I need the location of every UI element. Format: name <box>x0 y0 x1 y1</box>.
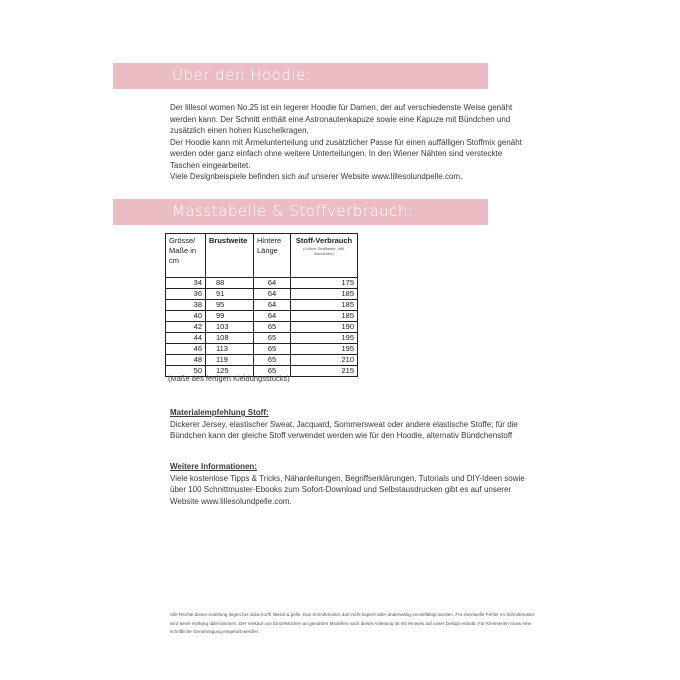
table-cell: 48 <box>166 355 206 366</box>
table-cell: 113 <box>206 344 254 355</box>
header-chest: Brustweite <box>206 234 254 278</box>
info-text: Viele kostenlose Tipps & Tricks, Nähanleitungen, Begriffserklärungen, Tutorials und DIY-Ideen sowie über 100 Schnittmuster-Ebooks zum Sofort-Download und Selbstausdrucken gibt es auf unserer Website www.lillesolundpelle.com. <box>170 473 525 506</box>
header-fabric-note: (140cm Stoffbreite, inkl. Bündchen) <box>303 246 345 256</box>
header-back-length: Hintere Länge <box>254 234 291 278</box>
table-row <box>166 344 358 355</box>
table-cell: 195 <box>291 333 358 344</box>
table-row <box>166 300 358 311</box>
table-row <box>166 322 358 333</box>
intro-text <box>170 102 530 183</box>
header-size: Grösse/ Maße in cm <box>166 234 206 278</box>
table-cell: 44 <box>166 333 206 344</box>
table-cell: 64 <box>254 311 291 322</box>
table-cell: 88 <box>206 278 254 289</box>
table-row <box>166 278 358 289</box>
table-cell: 103 <box>206 322 254 333</box>
table-cell: 42 <box>166 322 206 333</box>
table-cell: 65 <box>254 322 291 333</box>
size-table <box>165 233 358 377</box>
table-cell: 215 <box>291 366 358 377</box>
copyright-footer: Alle Rechte dieser Anleitung liegen bei Julia Korff/ lillesol & pelle. Das Schnittmuster darf nicht kopiert oder anderweitig vervielfältigt werden. Für eventuelle Fehler im Schnittmuster wird keine Haftung übernommen. Der Verkauf von Einzelstücken an genähten Modellen nach dieser Anleitung ist mit Hinweis auf unser Design erlaubt. Für Kleinserien muss eine schriftliche Genehmigung eingeholt werden. <box>170 612 535 634</box>
table-cell: 210 <box>291 355 358 366</box>
table-cell: 50 <box>166 366 206 377</box>
table-cell: 34 <box>166 278 206 289</box>
info-section <box>170 461 530 507</box>
info-heading: Weitere Informationen: <box>170 462 257 471</box>
table-cell: 95 <box>206 300 254 311</box>
table-cell: 64 <box>254 278 291 289</box>
table-cell: 46 <box>166 344 206 355</box>
table-row <box>166 355 358 366</box>
table-cell: 65 <box>254 344 291 355</box>
table-note: (Maße des fertigen Kleidungsstücks) <box>168 374 290 383</box>
table-row <box>166 333 358 344</box>
table-row <box>166 289 358 300</box>
table-cell: 185 <box>291 311 358 322</box>
intro-paragraph: Viele Designbeispiele befinden sich auf unserer Website www.lillesolundpelle.com. <box>170 172 463 181</box>
table-cell: 65 <box>254 366 291 377</box>
intro-paragraph: Der lillesol women No.25 ist ein legerer Hoodie für Damen, der auf verschiedenste Weise genäht werden kann. Der Schnitt enthält eine Astronautenkapuze sowie eine Kapuze mit Bündchen und zusätzlich einen hohen Kuschelkragen. <box>170 103 513 135</box>
table-cell: 36 <box>166 289 206 300</box>
table-cell: 190 <box>291 322 358 333</box>
size-table-header <box>166 234 358 278</box>
table-cell: 185 <box>291 300 358 311</box>
material-section <box>170 407 530 442</box>
table-cell: 91 <box>206 289 254 300</box>
material-heading: Materialempfehlung Stoff: <box>170 408 269 417</box>
table-cell: 65 <box>254 355 291 366</box>
table-cell: 99 <box>206 311 254 322</box>
intro-paragraph: Der Hoodie kann mit Ärmelunterteilung und zusätzlicher Passe für einen auffälligen Stoffmix genäht werden oder ganz einfach ohne weitere Unterteilungen. In den Wiener Nähten sind versteckte Taschen eingearbeitet. <box>170 137 522 170</box>
table-cell: 175 <box>291 278 358 289</box>
table-cell: 64 <box>254 289 291 300</box>
header-fabric-label: Stoff-Verbrauch <box>295 236 353 245</box>
table-cell: 119 <box>206 355 254 366</box>
table-cell: 40 <box>166 311 206 322</box>
section-title: Über den Hoodie: <box>172 66 312 84</box>
material-text: Dickerer Jersey, elastischer Sweat, Jacquard, Sommersweat oder andere elastische Stoffe; für die Bündchen kann der gleiche Stoff verwendet werden wie für den Hoodie, alternativ Bündchenstoff <box>170 419 518 440</box>
table-cell: 195 <box>291 344 358 355</box>
table-row <box>166 311 358 322</box>
section-title: Masstabelle & Stoffverbrauch: <box>172 202 414 220</box>
table-cell: 38 <box>166 300 206 311</box>
table-cell: 125 <box>206 366 254 377</box>
table-cell: 185 <box>291 289 358 300</box>
section-header-band <box>113 63 488 89</box>
section-header-band <box>113 199 488 225</box>
header-fabric <box>291 234 358 278</box>
table-cell: 108 <box>206 333 254 344</box>
table-cell: 65 <box>254 333 291 344</box>
table-cell: 64 <box>254 300 291 311</box>
